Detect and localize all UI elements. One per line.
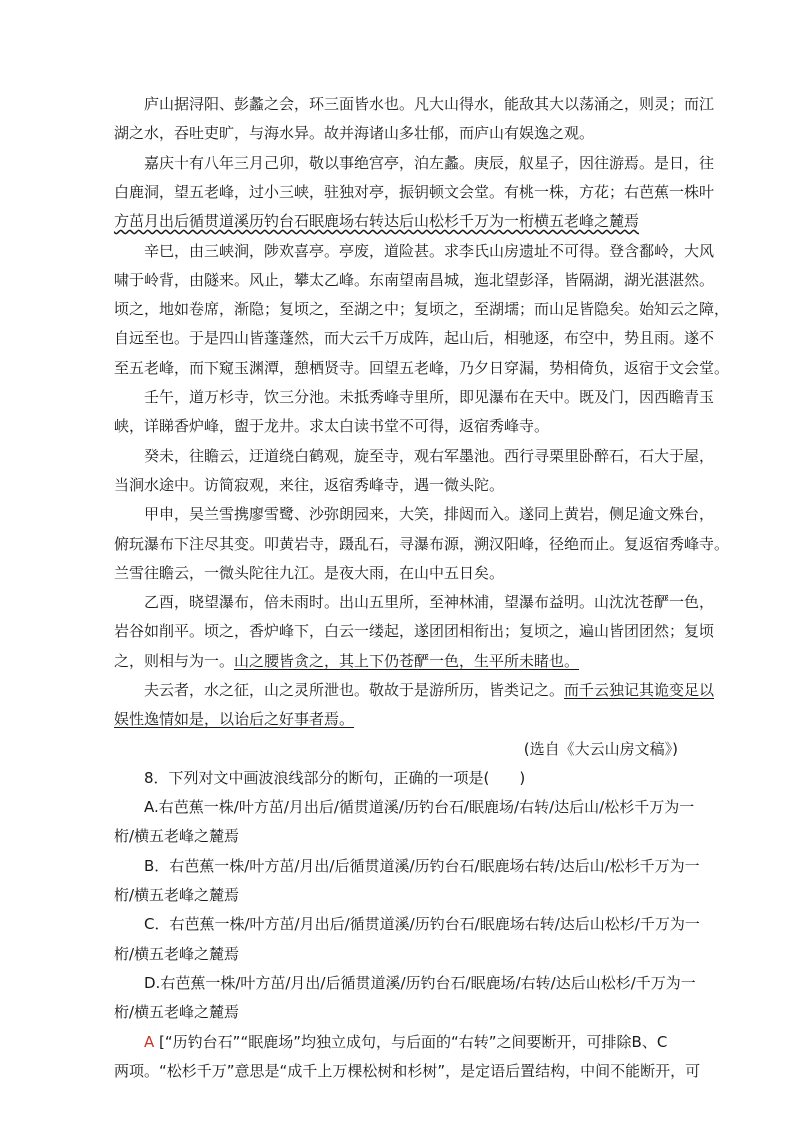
wavy-underlined-line (114, 210, 684, 232)
underlined-sentence: 娱性逸情如是，以诒后之好事者焉。 (114, 710, 355, 728)
option-b-cont: 桁/横五老峰之麓焉 (114, 886, 240, 904)
passage-line: 顷之，地如卷席，渐隐；复顷之，至湖之中；复顷之，至湖壖；而山足皆隐矣。始知云之障， (114, 300, 730, 318)
option-d-cont: 桁/横五老峰之麓焉 (114, 1003, 240, 1021)
passage-line: 啸于岭背，由隧来。风止，攀太乙峰。东南望南昌城，迤北望彭泽，皆隔湖，湖光湛湛然。 (114, 271, 715, 289)
option-d: D.右芭蕉一株/叶方茁/月出/后循贯道溪/历钓台石/眠鹿场/右转/达后山松杉/千万为一 (144, 974, 696, 992)
passage-line: 至五老峰，而下窥玉渊潭，憩栖贤寺。回望五老峰，乃夕日穿漏，势相倚负，返宿于文会堂。 (114, 359, 730, 377)
answer-text: [“历钓台石”“眠鹿场”均独立成句，与后面的“右转”之间要断开，可排除B、C (159, 1033, 668, 1051)
option-b: B．右芭蕉一株/叶方茁/月出/后循贯道溪/历钓台石/眠鹿场右转/达后山/松杉千万为一 (144, 857, 700, 875)
passage-line: 兰雪往瞻云，一微头陀往九江。是夜大雨，在山中五日矣。 (114, 564, 505, 582)
passage-line: 峡，详睇香炉峰，盥于龙井。求太白读书堂不可得，返宿秀峰寺。 (114, 417, 550, 435)
passage-line (114, 650, 684, 672)
passage-line: 湖之水，吞吐吏旷，与海水异。故并海诸山多壮郁，而庐山有娱逸之观。 (114, 124, 595, 142)
passage-line: 壬午，道万杉寺，饮三分池。未抵秀峰寺里所，即见瀑布在天中。既及门，因西瞻青玉 (144, 388, 715, 406)
underlined-sentence: 而千云独记其诡变足以 (564, 681, 715, 699)
passage-line: 岩谷如削平。顷之，香炉峰下，白云一缕起，遂团团相衔出；复顷之，遍山皆团团然；复顷 (114, 622, 715, 640)
wavy-underline-text: 方茁月出后循贯道溪历钓台石眠鹿场右转达后山松杉千万为一桁横五老峰之麓焉 (114, 212, 640, 230)
passage-line: 乙酉，晓望瀑布，倍未雨时。出山五里所，至神林浦，望瀑布益明。山沈沈苍酽一色， (144, 593, 715, 611)
passage-line: 白鹿洞，望五老峰，过小三峡，驻独对亭，振钥顿文会堂。有桃一株，方花；右芭蕉一株叶 (114, 183, 715, 201)
option-c: C．右芭蕉一株/叶方茁/月出后/循贯道溪/历钓台石/眠鹿场右转/达后山松杉/千万为一 (144, 915, 700, 933)
option-c-cont: 桁/横五老峰之麓焉 (114, 945, 240, 963)
source-citation: (选自《大云山房文稿》) (523, 740, 678, 758)
answer-letter: A (144, 1033, 155, 1051)
underlined-sentence: 山之腰皆贪之，其上下仍苍酽一色，生平所未睹也。 (234, 652, 580, 670)
passage-text: 夫云者，水之征，山之灵所泄也。敬故于是游所历，皆类记之。 (144, 681, 565, 699)
passage-line: 癸未，往瞻云，迂道绕白鹤观，旋至寺，观右军墨池。西行寻栗里卧醉石，石大于屋， (144, 447, 715, 465)
passage-line: 自远至也。于是四山皆蓬蓬然，而大云千万成阵，起山后，相驰逐，布空中，势且雨。遂不 (114, 329, 715, 347)
option-a: A.右芭蕉一株/叶方茁/月出后/循贯道溪/历钓台石/眠鹿场/右转/达后山/松杉千万为一 (144, 798, 695, 816)
answer-explanation-cont: 两项。“松杉千万”意思是“成千上万棵松树和杉树”，是定语后置结构，中间不能断开，可 (114, 1062, 701, 1080)
passage-line: 嘉庆十有八年三月己卯，敬以事绝宫亭，泊左蠡。庚辰，舣星子，因往游焉。是日，往 (144, 154, 715, 172)
question-stem: 8．下列对文中画波浪线部分的断句，正确的一项是( ) (144, 769, 526, 787)
passage-line: 庐山据浔阳、彭蠡之会，环三面皆水也。凡大山得水，能敌其大以荡涌之，则灵；而江 (144, 95, 715, 113)
answer-explanation (144, 1031, 684, 1053)
passage-line (114, 708, 684, 730)
passage-line (144, 679, 715, 701)
passage-line: 当涧水途中。访简寂观，来往，返宿秀峰寺，遇一微头陀。 (114, 476, 505, 494)
passage-line: 甲申，吴兰雪携廖雪鹭、沙弥朗园来，大笑，排闼而入。遂同上黄岩，侧足逾文殊台， (144, 505, 715, 523)
passage-text: 之，则相与为一。 (114, 652, 235, 670)
option-a-cont: 桁/横五老峰之麓焉 (114, 827, 240, 845)
passage-line: 辛巳，由三峡涧，陟欢喜亭。亭废，道险甚。求李氏山房遗址不可得。登含鄱岭，大风 (144, 242, 715, 260)
passage-line: 俯玩瀑布下注尽其变。叩黄岩寺，蹑乱石，寻瀑布源，溯汉阳峰，径绝而止。复返宿秀峰寺。 (114, 535, 730, 553)
